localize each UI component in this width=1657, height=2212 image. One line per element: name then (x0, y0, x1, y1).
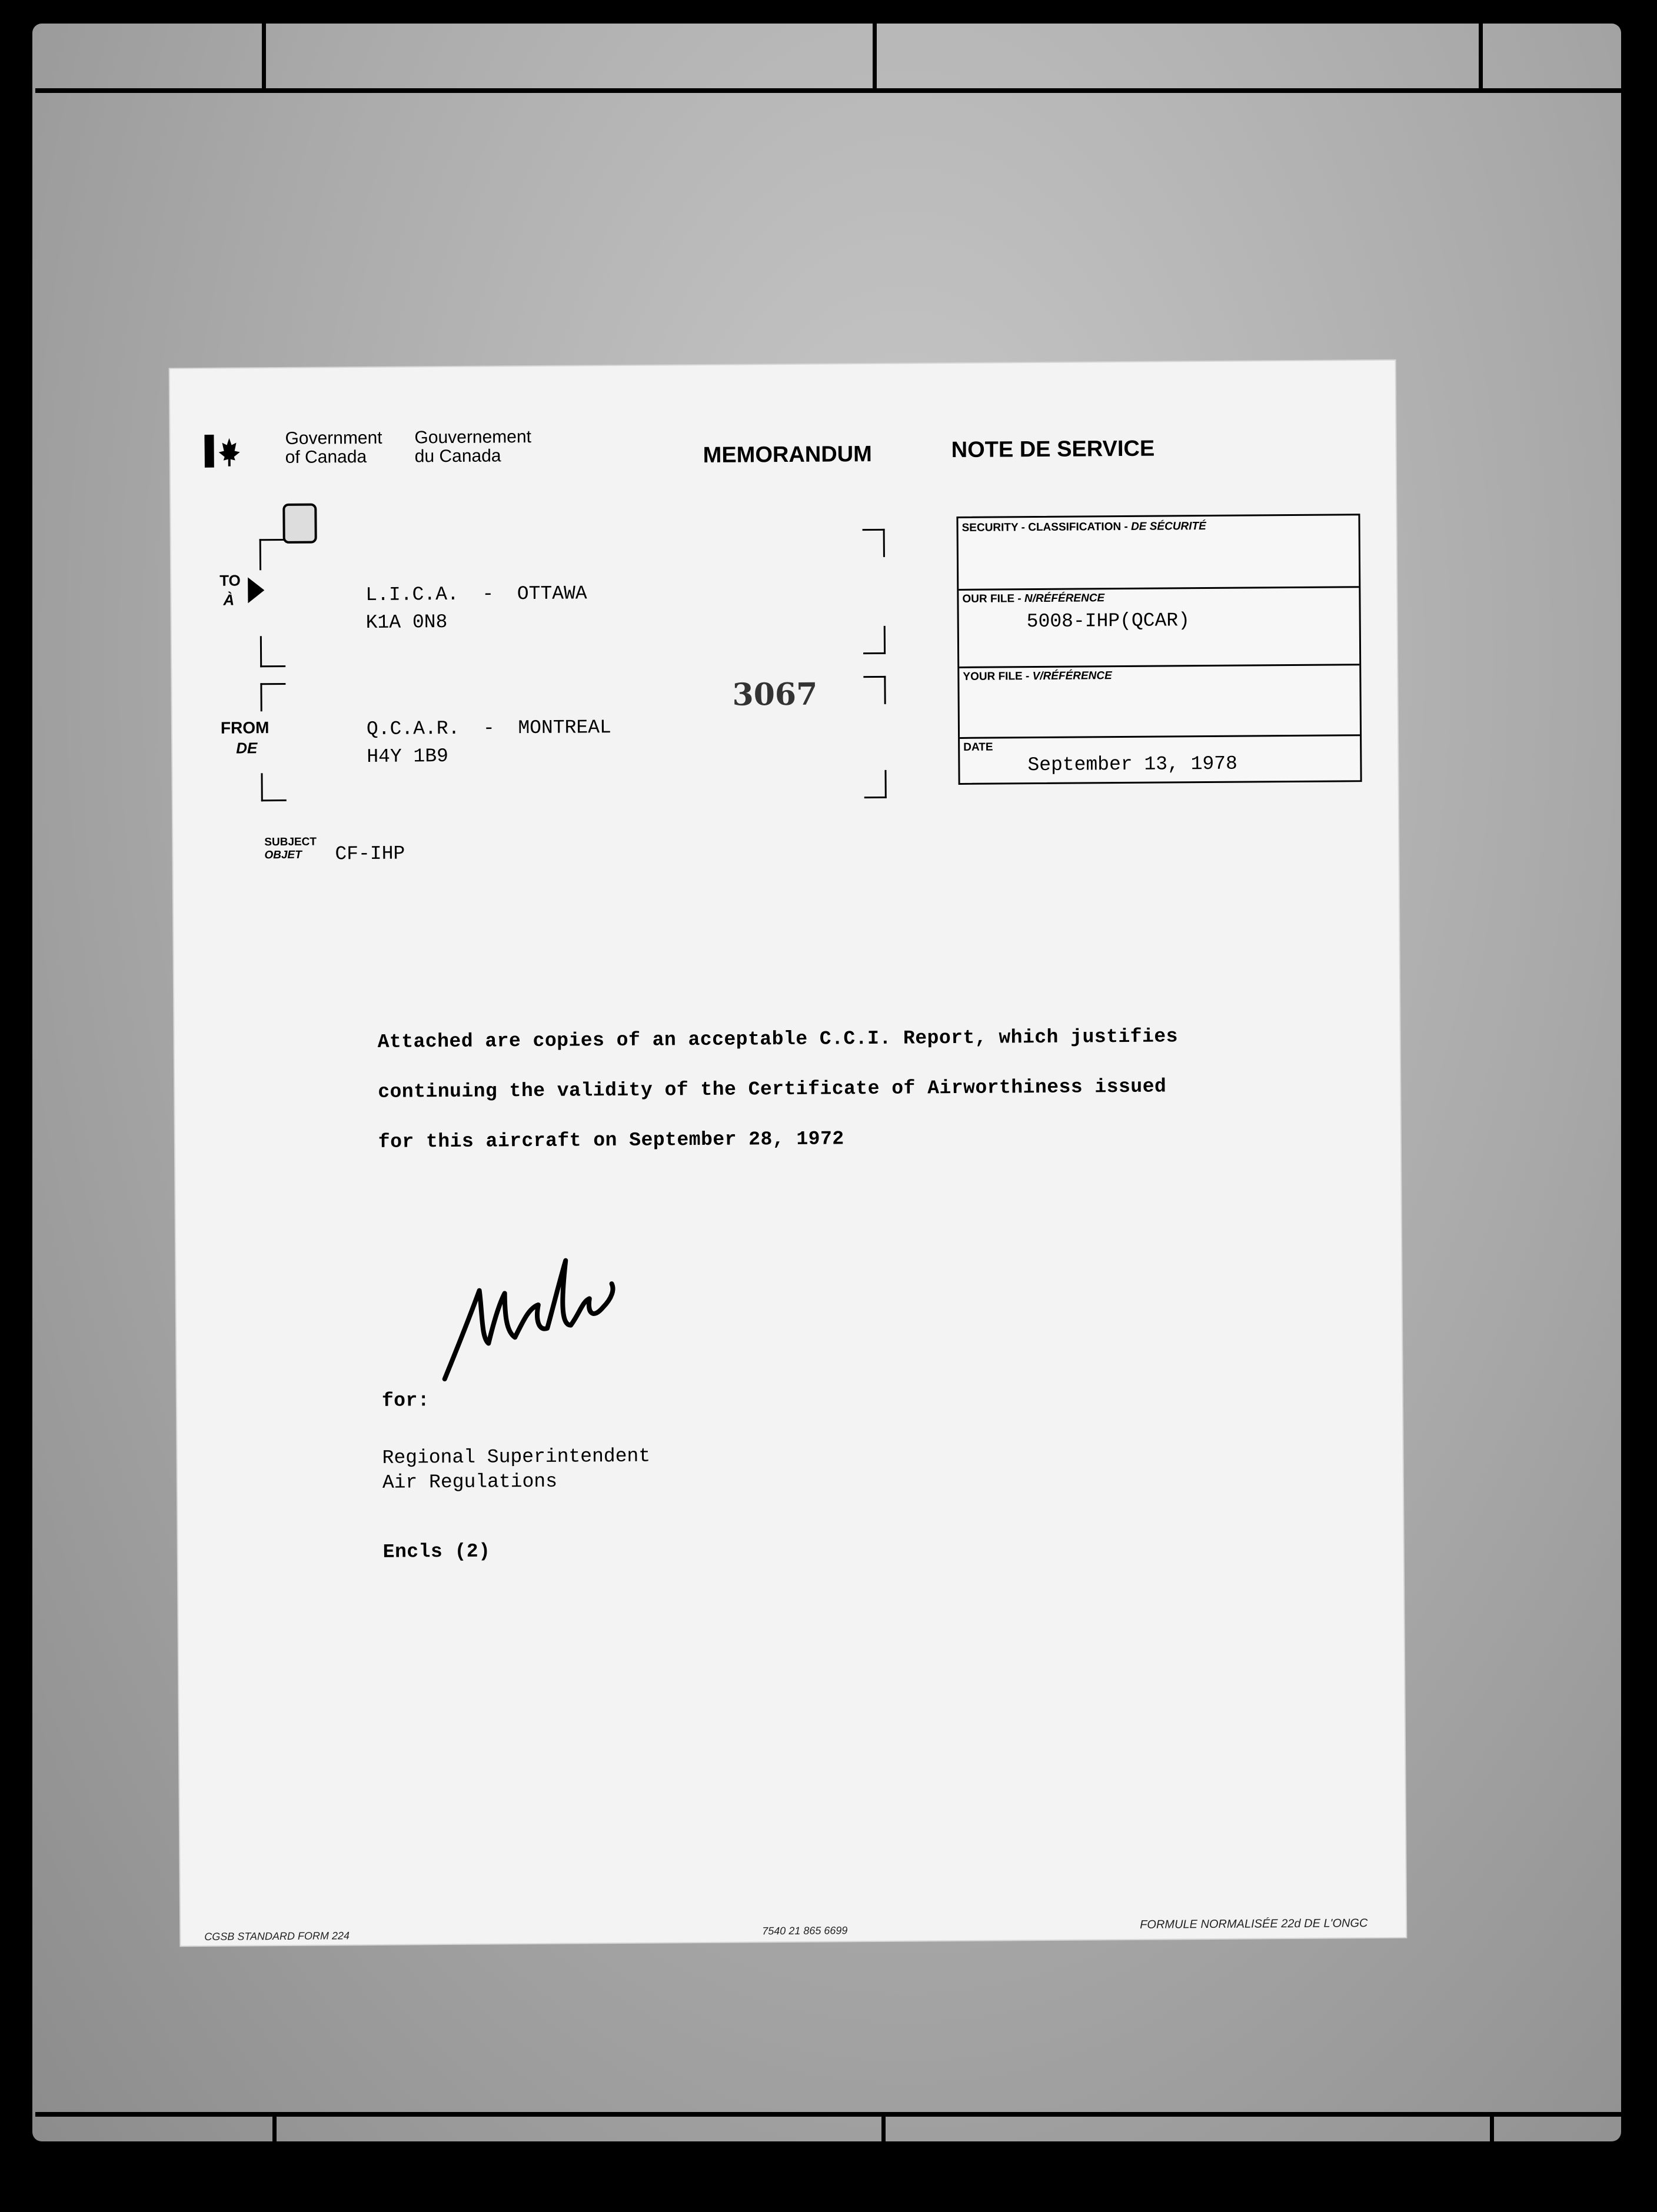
gov-fr-wordmark (414, 428, 531, 466)
signature-title-line2: Air Regulations (382, 1470, 558, 1494)
security-label-fr: DE SÉCURITÉ (1130, 520, 1206, 533)
gov-en-line2: of Canada (285, 447, 367, 467)
body-line-2: continuing the validity of the Certificate of Airworthiness issued (378, 1075, 1167, 1103)
footer-center: 7540 21 865 6699 (762, 1924, 848, 1937)
signature-title-line1: Regional Superintendent (382, 1445, 651, 1469)
middle-bracket-4 (864, 770, 886, 798)
date-row (960, 734, 1360, 739)
date-value: September 13, 1978 (1027, 752, 1237, 777)
footer-right: FORMULE NORMALISÉE 22d DE L'ONGC (1140, 1917, 1368, 1931)
stamp-number: 3067 (732, 676, 818, 713)
from-bracket-top (260, 683, 285, 711)
gov-en-line1: Government (285, 428, 382, 448)
gov-fr-line2: du Canada (414, 446, 501, 467)
to-bracket-top (259, 539, 285, 570)
from-label-fr: DE (236, 739, 258, 757)
frame-top-line (35, 88, 1624, 93)
date-label: DATE (963, 741, 993, 754)
security-label-en: SECURITY - CLASSIFICATION - (961, 520, 1132, 534)
your-file-row (959, 664, 1359, 668)
to-label-fr: À (223, 591, 235, 609)
our-file-label (962, 592, 1104, 606)
frame-bottom-divider-1 (272, 2112, 277, 2200)
from-address-line1: Q.C.A.R. - MONTREAL (366, 717, 611, 740)
canada-flag-icon (204, 434, 241, 467)
enclosures: Encls (2) (382, 1540, 491, 1563)
memorandum-heading: MEMORANDUM (703, 441, 872, 468)
arrow-right-icon (248, 577, 264, 603)
our-file-value: 5008-IHP(QCAR) (1026, 609, 1190, 633)
gov-fr-line1: Gouvernement (414, 427, 532, 448)
frame-top-divider-1 (262, 24, 266, 91)
footer-left: CGSB STANDARD FORM 224 (204, 1930, 350, 1943)
gov-en-wordmark (285, 429, 382, 467)
frame-bottom-divider-3 (1490, 2112, 1494, 2200)
to-label-en: TO (219, 571, 241, 589)
to-address-line2: K1A 0N8 (365, 611, 448, 634)
security-label (962, 520, 1206, 535)
middle-bracket-1 (863, 529, 885, 557)
to-address-line1: L.I.C.A. - OTTAWA (365, 582, 587, 606)
to-bracket-bottom (260, 636, 285, 667)
body-line-1: Attached are copies of an acceptable C.C.I. Report, which justifies (377, 1025, 1179, 1053)
from-bracket-bottom (261, 773, 286, 801)
handwritten-signature (435, 1248, 624, 1385)
subject-value: CF-IHP (335, 842, 405, 865)
our-file-label-en: OUR FILE - (962, 592, 1025, 605)
our-file-row (959, 586, 1359, 591)
your-file-label-fr: V/RÉFÉRENCE (1032, 669, 1112, 683)
your-file-label (963, 669, 1112, 684)
body-line-3: for this aircraft on September 28, 1972 (378, 1128, 844, 1153)
subject-label (264, 836, 317, 862)
frame-top-divider-3 (1479, 24, 1483, 91)
note-de-service-heading: NOTE DE SERVICE (951, 436, 1155, 463)
reference-fields-box (956, 514, 1362, 785)
our-file-label-fr: N/RÉFÉRENCE (1024, 592, 1105, 605)
your-file-label-en: YOUR FILE - (963, 670, 1033, 683)
subject-label-fr: OBJET (264, 848, 302, 862)
subject-label-en: SUBJECT (264, 835, 317, 849)
from-label-en: FROM (220, 718, 269, 737)
for-label: for: (381, 1390, 430, 1412)
frame-top-divider-2 (873, 24, 877, 91)
from-address-line2: H4Y 1B9 (367, 745, 449, 768)
frame-bottom-divider-2 (881, 2112, 886, 2200)
memorandum-page (170, 361, 1406, 1946)
middle-bracket-2 (863, 626, 886, 654)
middle-bracket-3 (863, 676, 886, 704)
staple-mark (282, 504, 317, 544)
